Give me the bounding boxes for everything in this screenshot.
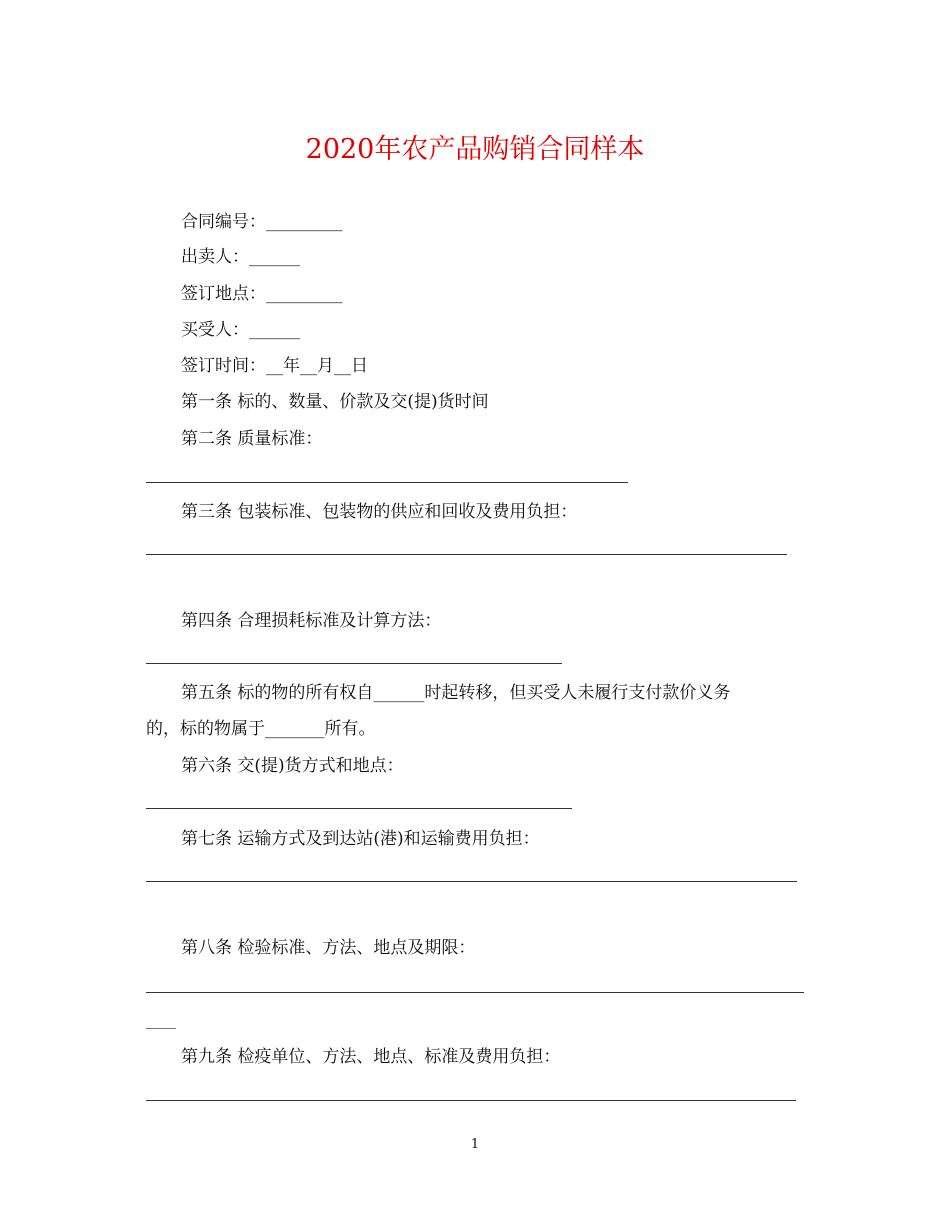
seller-field: 出卖人：______ xyxy=(181,247,300,267)
fill-line xyxy=(146,992,804,993)
document-title: 2020年农产品购销合同样本 xyxy=(305,134,645,165)
clause-5-line-2: 的，标的物属于_______所有。 xyxy=(146,719,376,739)
fill-line xyxy=(146,482,628,483)
clause-9: 第九条 检疫单位、方法、地点、标准及费用负担： xyxy=(181,1047,561,1067)
clause-2: 第二条 质量标准： xyxy=(181,429,323,449)
clause-1: 第一条 标的、数量、价款及交(提)货时间 xyxy=(181,392,489,412)
clause-6: 第六条 交(提)货方式和地点： xyxy=(181,756,404,776)
fill-line-tail: ____ xyxy=(146,1011,176,1029)
fill-line xyxy=(146,808,572,809)
clause-4: 第四条 合理损耗标准及计算方法： xyxy=(181,611,442,631)
contract-number-field: 合同编号：_________ xyxy=(181,212,343,232)
fill-line xyxy=(146,1100,796,1101)
buyer-field: 买受人：______ xyxy=(181,320,300,340)
clause-3: 第三条 包装标准、包装物的供应和回收及费用负担： xyxy=(181,502,578,522)
signing-date-field: 签订时间：__年__月__日 xyxy=(181,356,368,376)
page-number: 1 xyxy=(470,1137,480,1152)
clause-7: 第七条 运输方式及到达站(港)和运输费用负担： xyxy=(181,829,540,849)
fill-line xyxy=(146,881,797,882)
fill-line xyxy=(146,554,787,555)
signing-place-field: 签订地点：_________ xyxy=(181,284,343,304)
clause-8: 第八条 检验标准、方法、地点及期限： xyxy=(181,938,476,958)
clause-5-line-1: 第五条 标的物的所有权自______时起转移，但买受人未履行支付款价义务 xyxy=(181,683,731,703)
fill-line xyxy=(146,663,562,664)
